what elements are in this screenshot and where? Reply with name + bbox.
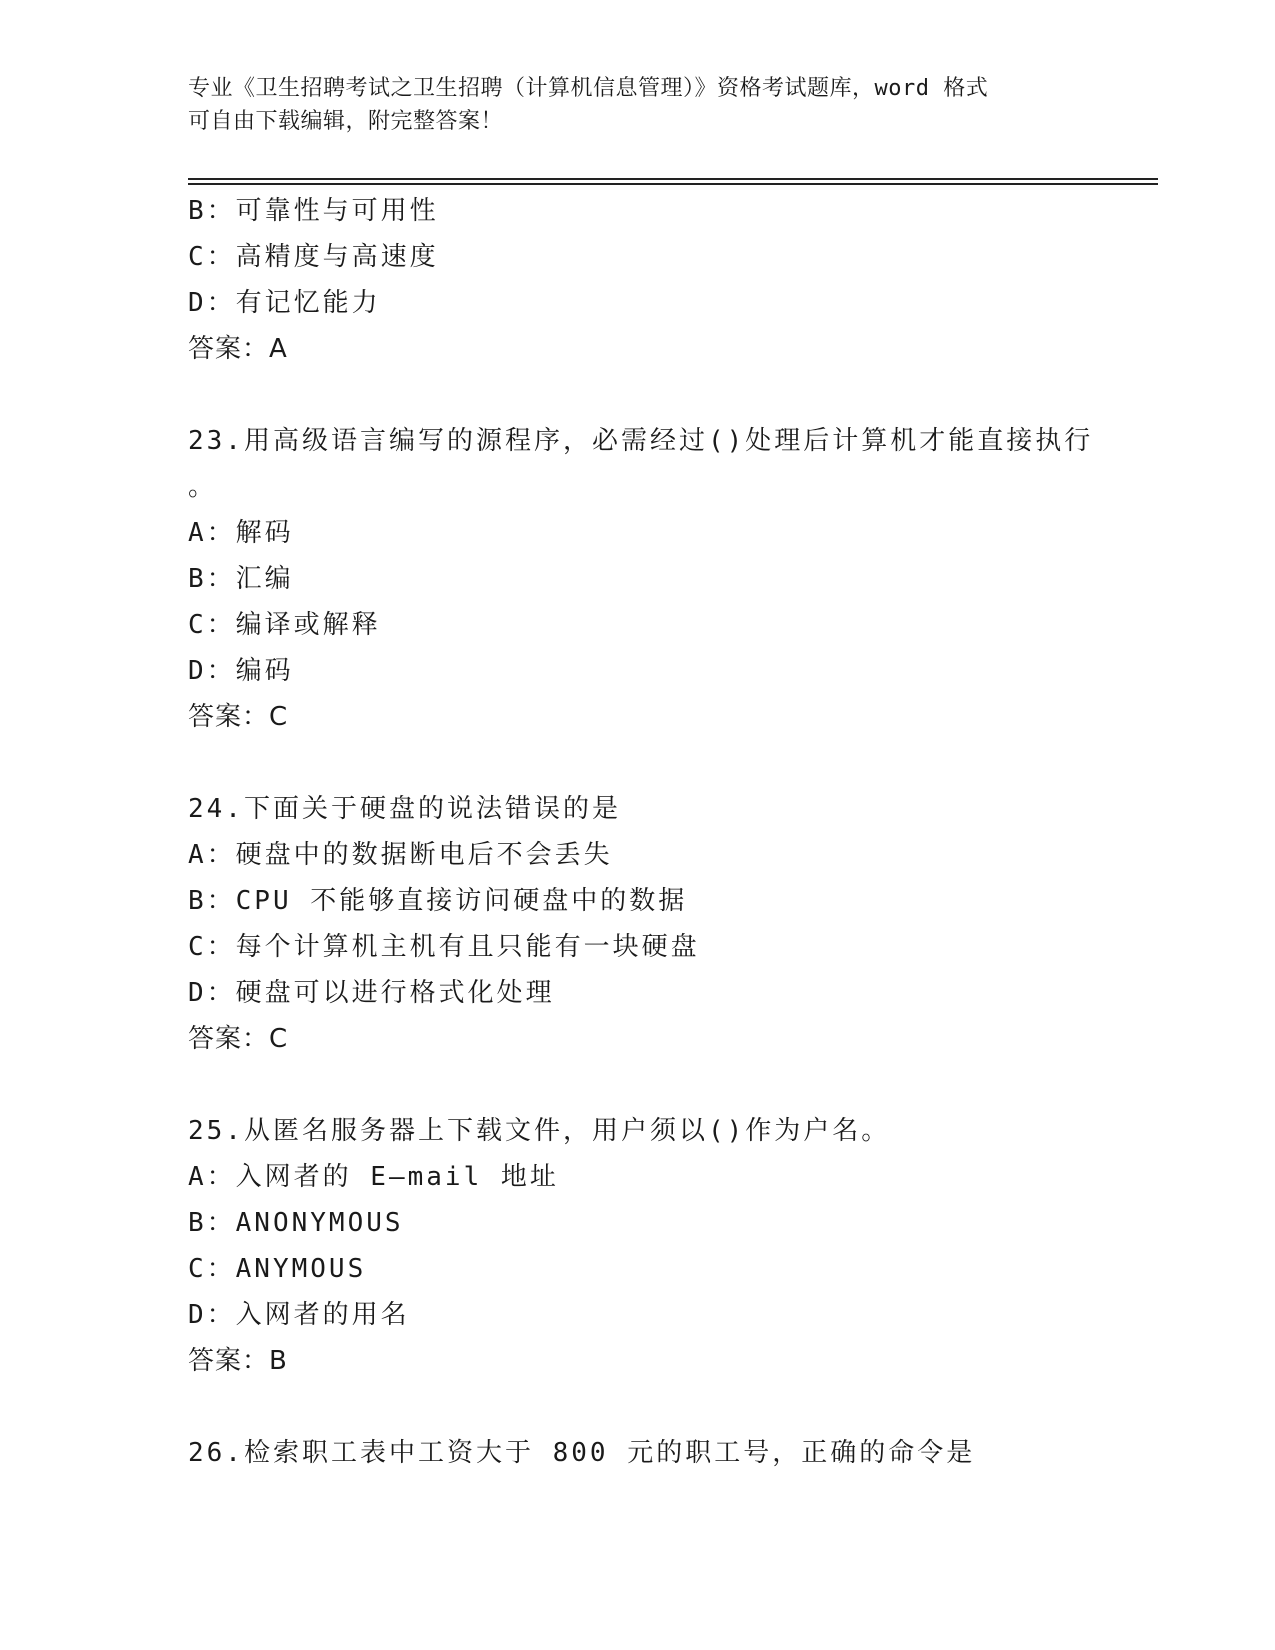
option-a: A：硬盘中的数据断电后不会丢失	[188, 840, 613, 870]
option-d: D：硬盘可以进行格式化处理	[188, 978, 555, 1008]
option-d: D：编码	[188, 656, 294, 686]
question-stem: 26.检索职工表中工资大于 800 元的职工号，正确的命令是	[188, 1438, 976, 1468]
question-stem-continuation: 。	[188, 472, 218, 502]
question-stem: 24.下面关于硬盘的说法错误的是	[188, 794, 621, 824]
option-c: C：编译或解释	[188, 610, 381, 640]
answer: 答案：C	[188, 1024, 289, 1054]
header-line-1: 专业《卫生招聘考试之卫生招聘（计算机信息管理）》资格考试题库，word 格式	[188, 76, 989, 101]
option-c: C：ANYMOUS	[188, 1254, 367, 1284]
question-list	[188, 188, 1094, 1476]
option-a: A：解码	[188, 518, 294, 548]
option-a: A：入网者的 E—mail 地址	[188, 1162, 559, 1192]
option-d: D：入网者的用名	[188, 1300, 410, 1330]
option-c: C：高精度与高速度	[188, 242, 439, 272]
question-26	[188, 1430, 1088, 1476]
header-line-2: 可自由下载编辑，附完整答案！	[188, 109, 504, 134]
question-22-tail	[188, 188, 1088, 372]
option-b: B：可靠性与可用性	[188, 196, 439, 226]
option-b: B：ANONYMOUS	[188, 1208, 404, 1238]
question-stem: 23.用高级语言编写的源程序，必需经过()处理后计算机才能直接执行	[188, 426, 1094, 456]
answer: 答案：A	[188, 334, 288, 364]
question-23	[188, 418, 1094, 740]
header-rule-top	[188, 178, 1158, 180]
answer: 答案：C	[188, 702, 289, 732]
option-b: B：CPU 不能够直接访问硬盘中的数据	[188, 886, 688, 916]
answer: 答案：B	[188, 1346, 288, 1376]
option-d: D：有记忆能力	[188, 288, 381, 318]
question-25	[188, 1108, 1088, 1384]
option-c: C：每个计算机主机有且只能有一块硬盘	[188, 932, 700, 962]
header-rule-bottom	[188, 183, 1158, 185]
question-stem: 25.从匿名服务器上下载文件，用户须以()作为户名。	[188, 1116, 891, 1146]
document-header	[188, 72, 1088, 138]
option-b: B：汇编	[188, 564, 294, 594]
question-24	[188, 786, 1088, 1062]
